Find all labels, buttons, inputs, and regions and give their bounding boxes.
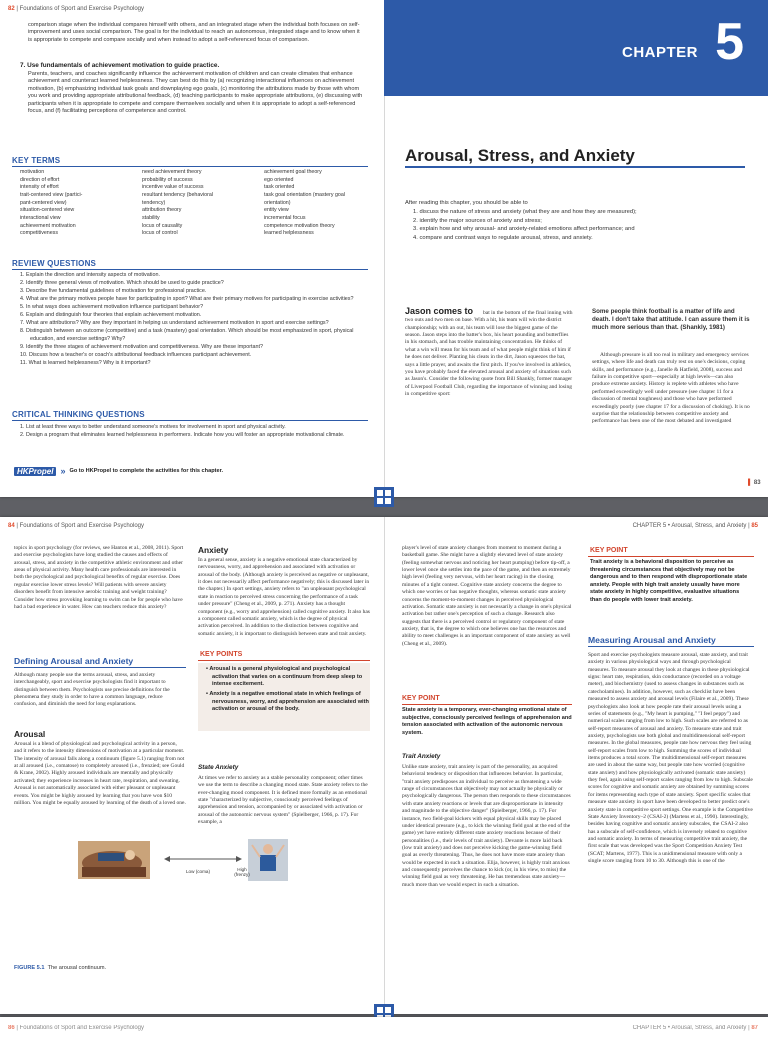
learning-objective: 4. compare and contrast ways to regulate arousal, stress, and anxiety. [413, 234, 593, 241]
chevron-right-icon: » [60, 466, 66, 476]
key-term: resultant tendency (behavioral [142, 192, 213, 199]
running-head-left: 82 | Foundations of Sport and Exercise Psychology [8, 6, 144, 12]
learning-objective: 2. identify the major sources of anxiety and stress; [413, 217, 542, 224]
review-question: 11. What is learned helplessness? Why is it important? [20, 359, 151, 366]
key-point-bullet: • Arousal is a general physiological and psychological activation that varies on a continuum from deep sleep to intense excitement. [206, 666, 363, 688]
key-point-rule [402, 704, 572, 705]
grid-view-icon[interactable] [374, 487, 394, 507]
item7-title: 7. Use fundamentals of achievement motivation to guide practice. [20, 62, 220, 69]
key-term: pant-centered view) [20, 199, 67, 206]
review-rule [12, 269, 368, 270]
arousal-continuum-figure [64, 839, 294, 881]
arousal-heading: Arousal [14, 729, 46, 739]
key-term: attribution theory [142, 207, 182, 214]
key-term: tendency) [142, 199, 166, 206]
learning-objective: 3. explain how and why arousal- and anxiety-related emotions affect performance; and [413, 226, 635, 233]
chapter-title-rule [405, 166, 745, 168]
key-term: achievement goal theory [264, 169, 322, 175]
spread-pages-82-83 [0, 0, 768, 497]
key-term: need achievement theory [142, 169, 202, 175]
key-term: task goal orientation (mastery goal [264, 192, 345, 199]
key-term: competence motivation theory [264, 222, 335, 229]
measuring-text: Sport and exercise psychologists measure arousal, state anxiety, and trait anxiety in various physiological ways and through psychological measures. To measure arousal they look at changes in these physiological signs: heart rate, respiration, skin conductance (recorded on a voltage meter), and biochemistry (used to assess changes in substances such as catecholamines). In addition, however, such as checklist have been measured to assess anxiety and arousal levels (Filaire et al., 2009). These psychologists also look at how people rate their arousal levels using a series of statements (e.g., "My heart is pumping," "I feel peppy") and numerical scales ranging from low to high. Such scales are referred to as self-report measures of arousal and anxiety. To measure state and trait anxiety, psychologists use both global and multidimensional self-report measures. In the global measures, people rate how nervous they feel using self-report scales from low to high. Summing the scores of individual items produces a total score. The multidimensional self-report measures are used in about the same way, but people rate how worried (cognitive state anxiety) and how physiologically activated (somatic state anxiety) they feel, again using self-report scales ranging from low to high. Subscale scores for cognitive and somatic anxiety are obtained by summing scores for items representing each type of state anxiety. Sport specific scales that measure state anxiety in sport have been developed to better predict one's anxiety state in competitive sport settings. One example is the Competitive State Anxiety Inventory–2 (CSAI-2) (Martens et al., 1990). Interestingly, besides having cognitive and somatic anxiety subscales, the CSAI-2 also has a subscale of self-confidence, which is inversely related to cognitive and somatic anxiety. In terms of measuring competitive trait anxiety, the first scale that was developed was the Sport Competition Anxiety Test (SCAT; Martens, 1977). This is a unidimensional measure with only a single score ranging from 10 to 30. Although this is one of the [588, 652, 753, 865]
key-term: ego oriented [264, 176, 294, 183]
shankly-quote: Some people think football is a matter of life and death. I don't take that attitude. I can assure them it is much more serious than that. (Shankly, 1981) [592, 308, 750, 332]
continuum-high-label: High (frenzy) [234, 867, 250, 877]
key-term: task oriented [264, 184, 295, 191]
review-question: 7. What are attributions? Why are they important in helping us understand achievement motivation in sport and exercise settings? [20, 320, 329, 327]
story-text: bat in the bottom of the final inning with two outs and two men on base. With a hit, his team will win the district championship; with an out, his team will lose the biggest game of the season. Jason steps into the batter's box, his heart pounding and butterflies in his stomach, and has trouble maintaining concentration. He thinks of what a win will mean for his team and of what people might think of him if he does not deliver. Planting his cleats in the dirt, Jason squeezes the bat, says a little prayer, and awaits the first pitch. If you've involved in athletics, you have probably faced the elevated arousal and anxiety of situations such as Jason's. Consider the following quote from Bill Shankly, former manager of Liverpool Football Club, regarding the importance of winning and losing in competitive sport: [405, 310, 573, 397]
chapter-banner [384, 0, 768, 96]
figure-label: FIGURE 5.1 [14, 965, 45, 971]
key-term: intensity of effort [20, 184, 59, 191]
hkpropel-logo: HKPropel [14, 467, 56, 476]
key-point-rule [588, 556, 754, 557]
right-column-text: Although pressure is all too real in military and emergency services settings, where life and death can truly rest on one's decisions, coping skills, and performance (e.g., Janelle & Hatfield, 2008), success and failure in competitive sport—especially at high levels—can also produce extreme anxiety. History is replete with athletes who have performed exceedingly well under pressure (see chapter 11 for a discussion of mental toughness) and those who have performed exceedingly poorly (see chapter 17 for a discussion of choking). It is no surprise that the relationship between competitive anxiety and performance has been one of the most debated and investigated [592, 352, 750, 425]
key-term: competitiveness [20, 230, 58, 237]
key-term: achievement motivation [20, 222, 76, 229]
figure-caption: FIGURE 5.1 The arousal continuum. [14, 965, 107, 971]
key-points-box [198, 663, 370, 731]
sleeping-person-photo [78, 841, 150, 879]
measuring-heading: Measuring Arousal and Anxiety [588, 635, 716, 645]
running-head-87: CHAPTER 5 • Arousal, Stress, and Anxiety | 87 [632, 1025, 758, 1031]
critical-question: 2. Design a program that eliminates learned helplessness in performers. Indicate how you will foster an appropriate motivational climate. [20, 432, 345, 439]
critical-questions-list [20, 424, 364, 440]
review-question: 9. Identify the three stages of achievement motivation and competitiveness. Why are these important? [20, 343, 264, 350]
key-term: locus of causality [142, 222, 183, 229]
page-number-83: ▌ 83 [748, 480, 761, 486]
key-point-heading: KEY POINT [402, 695, 440, 702]
key-term: situation-centered view [20, 207, 75, 214]
chapter-number: 5 [715, 13, 744, 71]
excited-person-photo [248, 839, 288, 881]
key-term: direction of effort [20, 176, 60, 183]
key-terms-rule [12, 166, 368, 167]
intro-paragraph: comparison stage when the individual compares himself with others, and an integrated stage when the individual both focuses on self-improvement and uses social comparison. The goal is for the individual to reach an autonomous, integrated stage and to know when it is appropriate to compete and compare socially and when instead to adopt a self-referenced focus of comparison. [28, 22, 360, 43]
review-question: 5. In what ways does achievement motivation influence participant behavior? [20, 304, 204, 311]
key-point-bullet: • Anxiety is a negative emotional state in which feelings of nervousness, worry, and apprehension are associated with activation or arousal of the body. [206, 691, 369, 713]
review-question: 3. Describe five fundamental guidelines of motivation for professional practice. [20, 288, 207, 295]
item7-body: Parents, teachers, and coaches significantly influence the achievement motivation of children and can create climates that enhance achievement and counteract learned helplessness. They can best do this by (a) recognizing interactional influences on achievement motivation, (b) emphasizing individual task goals and downplaying ego goals, (c) monitoring the attributions made by those with whom you work and providing appropriate attributional feedback, (d) teaching participants to make appropriate attributions, (e) discussing with participants when it is appropriate to compete and compare themselves socially and when it is appropriate to adopt a self-referenced focus, and (f) facilitating perceptions of competence and control. [28, 71, 363, 114]
state-anxiety-heading: State Anxiety [198, 764, 239, 771]
anxiety-heading: Anxiety [198, 545, 229, 555]
running-head-84: 84 | Foundations of Sport and Exercise Psychology [8, 523, 144, 529]
key-point-heading: KEY POINT [590, 547, 628, 554]
continuum-low-label: Low (coma) [186, 869, 210, 874]
objectives-intro: After reading this chapter, you should be able to [405, 200, 528, 206]
review-questions-heading: REVIEW QUESTIONS [12, 259, 97, 268]
spread-pages-86-87 [0, 1017, 768, 1037]
learning-objective: 1. discuss the nature of stress and anxiety (what they are and how they are measured); [413, 209, 637, 215]
anxiety-text: In a general sense, anxiety is a negative emotional state characterized by nervousness, worry, and apprehension and associated with activation or arousal of the body. (Although anxiety is perceived as negative or unpleasant, it does not necessarily affect performance negatively; this is discussed later in the chapter.) In sport settings, anxiety refers to "an unpleasant psychological state in reaction to perceived stress concerning the performance of a task under pressure" (Cheng et al., 2009, p. 271). Anxiety has a thought component (e.g., worry and apprehension) called cognitive anxiety. It also has a component called somatic anxiety, which is the degree of physical activation perceived. In addition to the distinction between cognitive and somatic anxiety, it is important to distinguish between state and trait anxiety. [198, 557, 370, 637]
page-gutter [384, 517, 385, 1014]
chapter-title: Arousal, Stress, and Anxiety [405, 146, 635, 165]
story-lead-in: Jason comes to [405, 306, 474, 316]
key-term: incremental focus [264, 215, 306, 222]
objectives-list [413, 209, 753, 243]
arousal-text: Arousal is a blend of physiological and psychological activity in a person, and it refers to the intensity dimensions of motivation at a particular moment. The intensity of arousal falls along a continuum (figure 5.1) ranging from not at all aroused (i.e., comatose) to completely aroused (i.e., frenzied; see Gould & Krane, 2002). Highly aroused individuals are mentally and physically activated; they experience increases in heart rate, respiration, and sweating. Arousal is not automatically associated with either pleasant or unpleasant events. You might be highly aroused by learning that you have won $10 million. You might be equally aroused by learning of the death of a loved one. [14, 741, 186, 806]
key-term: learned helplessness [264, 230, 314, 237]
review-question: 4. What are the primary motives people have for participating in sport? What are their primary motives for participating in exercise activities? [20, 296, 354, 303]
defining-text: Although many people use the terms arousal, stress, and anxiety interchangeably, sport and exercise psychologists find it important to distinguish between them. Psychologists use precise definitions for the phenomena they study in order to have a common language, reduce confusion, and diminish the need for long explanations. [14, 672, 170, 708]
hkpropel-text: Go to HKPropel to complete the activities for this chapter. [69, 468, 224, 474]
review-question: 2. Identify three general views of motivation. Which should be used to guide practice? [20, 280, 224, 287]
review-question: 8. Distinguish between an outcome (competitive) and a task (mastery) goal orientation. Which should be most emphasized in sport, physical education, and exercise settings? Why? [20, 328, 354, 342]
key-points-rule [198, 660, 370, 661]
review-question: 6. Explain and distinguish four theories that explain achievement motivation. [20, 312, 202, 319]
key-term: interactional view [20, 215, 61, 222]
continuum-arrow [164, 856, 242, 862]
key-term: trait-centered view (partici- [20, 192, 83, 199]
col3-top-text: player's level of state anxiety changes from moment to moment during a basketball game. She might have a slightly elevated level of state anxiety (feeling somewhat nervous and noticing her heart pumping) before tip-off, a lower level once she settles into the pace of the game, and then an extremely high level (feeling very nervous, with her heart racing) in the closing minutes of a tight contest. Cognitive state anxiety concerns the degree to which one worries or has negative thoughts, whereas somatic state anxiety concerns the moment-to-moment changes in perceived physiological activation. Somatic state anxiety is not necessarily a change in one's physical activation but rather one's perception of such a change. Research also suggests that there is a perceived control or regulatory component of state anxiety, that is, the degree to which one believes one has the resources and ability to meet challenges is an important component of state anxiety as well (Cheng et al., 2009). [402, 545, 572, 647]
measuring-rule [588, 646, 754, 647]
key-terms-heading: KEY TERMS [12, 156, 61, 165]
trait-anxiety-text: Unlike state anxiety, trait anxiety is part of the personality, an acquired behavioral tendency or disposition that influences behavior. In particular, "trait anxiety predisposes an individual to perceive as threatening a wide range of circumstances that objectively may not actually be physically or psychologically dangerous. The person then responds to these circumstances with state anxiety reactions or levels that are disproportionate in intensity and magnitude to the objective danger" (Spielberger, 1966, p. 17). For instance, two field-goal kickers with equal physical skills may be placed under identical pressure (e.g., to kick the winning field goal at the end of the game) yet have entirely different state anxiety reactions because of their personalities (i.e., their levels of trait anxiety). Devante is more laid back (low trait anxiety) and does not perceive kicking the game-winning field goal as overly threatening. Thus, he does not have more state anxiety than would be expected in such a situation. Elija, however, is highly trait anxious and consequently perceives the chance to kick (or, in his view, to miss) the winning field goal as very threatening. He has tremendous state anxiety—much more than we would expect in such a situation. [402, 764, 571, 888]
state-anxiety-key-point: State anxiety is a temporary, ever-changing emotional state of subjective, consciously perceived feelings of apprehension and tension associated with activation of the autonomic nervous system. [402, 707, 572, 736]
key-term: motivation [20, 169, 45, 175]
col1-top-text: topics in sport psychology (for reviews, see Hanton et al., 2008, 2011). Sport and exercise psychologists have long studied the causes and effects of arousal, stress, and anxiety in the competitive athletic environment and other areas of physical activity. Many health care professionals are interested in both the psychological and psychological benefits of regular exercise. Does regular exercise lower stress levels? Will patients with severe anxiety disorders benefit from intensive aerobic training and weight training? Consider how stress provoking learning to swim can be for people who have had a bad experience in water. How can teachers reduce this anxiety? [14, 545, 184, 610]
trait-anxiety-heading: Trait Anxiety [402, 753, 441, 760]
key-term: incentive value of success [142, 184, 204, 191]
defining-rule [14, 667, 186, 668]
review-questions-list [20, 272, 364, 368]
running-head-86: 86 | Foundations of Sport and Exercise Psychology [8, 1025, 144, 1031]
running-head-85: CHAPTER 5 • Arousal, Stress, and Anxiety | 85 [632, 523, 758, 529]
critical-rule [12, 420, 368, 421]
key-points-heading: KEY POINTS [200, 651, 243, 658]
hkpropel-callout[interactable] [14, 466, 223, 476]
trait-anxiety-key-point: Trait anxiety is a behavioral disposition to perceive as threatening circumstances that objectively may not be dangerous and to then respond with disproportionate state anxiety. People with high trait anxiety usually have more state anxiety in highly competitive, evaluative situations than do people with lower trait anxiety. [590, 559, 748, 603]
key-term: stability [142, 215, 160, 222]
spread-pages-84-85 [0, 517, 768, 1014]
key-term: entity view [264, 207, 289, 214]
critical-thinking-heading: CRITICAL THINKING QUESTIONS [12, 410, 145, 419]
key-terms-list [20, 169, 382, 238]
critical-question: 1. List at least three ways to better understand someone's motives for involvement in sport and physical activity. [20, 424, 286, 430]
key-term: locus of control [142, 230, 178, 237]
key-term: orientation) [264, 199, 291, 206]
key-term: probability of success [142, 176, 193, 183]
chapter-word: CHAPTER [621, 44, 698, 61]
review-question: 10. Discuss how a teacher's or coach's attributional feedback influences participant achievement. [20, 351, 252, 358]
defining-heading: Defining Arousal and Anxiety [14, 656, 134, 666]
state-anxiety-text: At times we refer to anxiety as a stable personality component; other times we use the term to describe a changing mood state. State anxiety refers to the ever-changing mood component. It is defined more formally as an emotional state "characterized by subjective, consciously perceived feelings of apprehension and tension, accompanied by or associated with activation or arousal of the autonomic nervous system" (Spielberger, 1966, p. 17). For example, a [198, 775, 368, 826]
review-question: 1. Explain the direction and intensity aspects of motivation. [20, 272, 160, 278]
